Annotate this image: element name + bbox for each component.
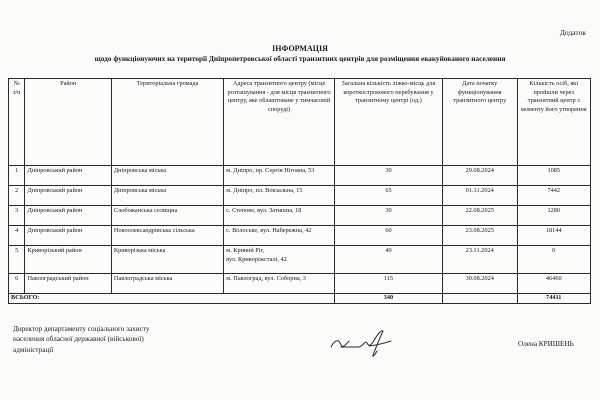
transit-centers-table	[8, 78, 591, 304]
cell-people: 1085	[517, 166, 591, 186]
cell-address: с. Волоське, вул. Набережна, 42	[224, 226, 335, 246]
header-num: № з/п	[9, 79, 25, 166]
table-row	[9, 206, 591, 226]
document-subtitle: щодо функціонуючих на території Дніпропетровської області транзитних центрів для розміщення евакуйованого населення	[94, 54, 506, 63]
table-header-row	[9, 79, 591, 166]
table-total-row	[9, 294, 591, 304]
signatory-name: Олена КРИШЕНЬ	[518, 340, 574, 348]
cell-num: 2	[9, 186, 25, 206]
cell-rayon: Криворізький район	[25, 246, 111, 274]
cell-rayon: Дніпровський район	[25, 206, 111, 226]
annex-label: Додаток	[559, 28, 586, 37]
cell-rayon: Дніпровський район	[25, 166, 111, 186]
total-label: ВСЬОГО:	[9, 294, 335, 304]
cell-num: 6	[9, 274, 25, 294]
cell-hromada: Криворізька міська	[111, 246, 223, 274]
cell-address: м. Дніпро, пр. Сергія Нігояна, 53	[224, 166, 335, 186]
total-date-empty	[442, 294, 517, 304]
cell-start-date: 23.08.2025	[442, 226, 517, 246]
cell-num: 1	[9, 166, 25, 186]
cell-hromada: Дніпровська міська	[111, 186, 223, 206]
cell-beds: 65	[334, 186, 442, 206]
table-row	[9, 226, 591, 246]
cell-num: 4	[9, 226, 25, 246]
total-people: 74411	[517, 294, 591, 304]
table-row	[9, 186, 591, 206]
cell-hromada: Новоолександрівська сільська	[111, 226, 223, 246]
cell-beds: 40	[334, 246, 442, 274]
cell-start-date: 23.11.2024	[442, 246, 517, 274]
table-row	[9, 274, 591, 294]
cell-people: 1280	[517, 206, 591, 226]
signature-icon	[325, 325, 395, 360]
cell-beds: 60	[334, 226, 442, 246]
document-title: ІНФОРМАЦІЯ	[272, 44, 328, 53]
cell-address	[224, 246, 335, 274]
position-line-2: населення обласної державної (військової)	[13, 335, 144, 344]
signatory-position	[13, 324, 149, 355]
cell-start-date: 01.11.2024	[442, 186, 517, 206]
cell-start-date: 22.08.2025	[442, 206, 517, 226]
cell-address: м. Дніпро, пл. Вокзальна, 15	[224, 186, 335, 206]
cell-beds: 30	[334, 206, 442, 226]
position-line-3: адміністрації	[13, 345, 54, 354]
cell-people: 18144	[517, 226, 591, 246]
cell-hromada: Слобожанська селищна	[111, 206, 223, 226]
cell-num: 3	[9, 206, 25, 226]
header-address: Адреса транзитного центру (місце розташування - для місця транзитного центру, яке облаштоване у тимчасовій споруді)	[224, 79, 335, 166]
cell-start-date: 29.08.2024	[442, 166, 517, 186]
cell-people: 0	[517, 246, 591, 274]
cell-rayon: Дніпровський район	[25, 186, 111, 206]
cell-rayon: Дніпровський район	[25, 226, 111, 246]
cell-people: 46460	[517, 274, 591, 294]
cell-address: м. Павлоград, вул. Соборна, 3	[224, 274, 335, 294]
cell-rayon: Павлоградський район	[25, 274, 111, 294]
cell-beds: 30	[334, 166, 442, 186]
cell-start-date: 30.08.2024	[442, 274, 517, 294]
address-line-1: м. Кривий Ріг,	[226, 247, 264, 254]
header-people: Кількість осіб, які пройшли через транзитний центр з моменту його утворення	[517, 79, 591, 166]
cell-hromada: Дніпровська міська	[111, 166, 223, 186]
table-row	[9, 246, 591, 274]
header-rayon: Район	[25, 79, 111, 166]
header-hromada: Територіальна громада	[111, 79, 223, 166]
cell-address: с. Степове, вул. Затишна, 18	[224, 206, 335, 226]
cell-beds: 115	[334, 274, 442, 294]
position-line-1: Директор департаменту соціального захисту	[13, 325, 150, 333]
cell-hromada: Павлоградська міська	[111, 274, 223, 294]
header-start-date: Дата початку функціонування транзитного центру	[442, 79, 517, 166]
cell-num: 5	[9, 246, 25, 274]
total-beds: 340	[334, 294, 442, 304]
table-row	[9, 166, 591, 186]
cell-people: 7442	[517, 186, 591, 206]
address-line-2: вул. Криворіжсталі, 42	[226, 255, 287, 263]
header-beds: Загальна кількість ліжко-місць для короткострокового перебування у транзитному центрі (од.)	[334, 79, 442, 166]
